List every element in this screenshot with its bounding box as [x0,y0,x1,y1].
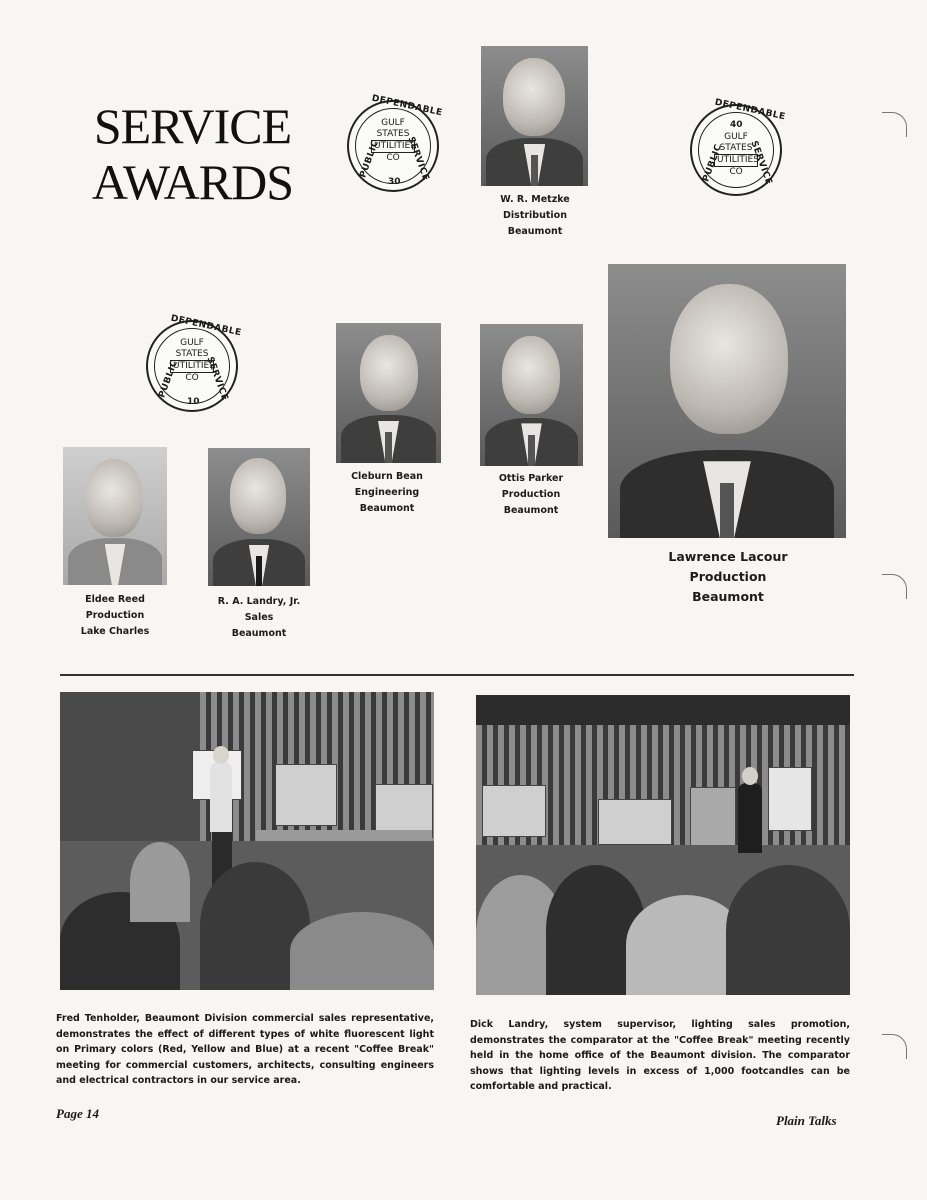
portrait-parker [480,324,583,466]
portrait-metzke [481,46,588,186]
person-department: Distribution [503,210,567,221]
caption-parker [466,471,596,519]
person-location: Lake Charles [80,626,150,637]
person-department: Sales [244,612,274,623]
caption-metzke [470,192,600,240]
portrait-reed [63,447,167,585]
seal-center: GULF STATES UTILITIES CO [371,118,415,164]
publication-name: Plain Talks [776,1113,837,1128]
seal-center: GULF STATES UTILITIES CO [170,338,214,384]
seal-years: 30 [388,177,401,187]
person-location: Beaumont [692,589,764,604]
seal-top-text: DEPENDABLE [370,93,444,119]
person-name: Eldee Reed [85,594,145,605]
binder-hole-mark [882,1034,907,1059]
seal-years: 40 [730,120,743,130]
person-location: Beaumont [231,628,287,639]
person-name: R. A. Landry, Jr. [217,596,301,607]
person-department: Production [689,569,767,584]
seal-right-text: SERVICE [405,135,431,183]
person-name: Ottis Parker [498,473,564,484]
caption-reed [50,592,180,640]
seal-right-text: SERVICE [748,139,774,187]
person-location: Beaumont [507,226,563,237]
title-line-1: SERVICE [93,98,292,154]
presenter [738,783,762,853]
comparator-box [598,799,672,845]
person-department: Production [501,489,561,500]
service-seal-10-years [146,313,243,412]
service-seal-40-years [690,97,787,196]
seal-right-text: SERVICE [204,355,230,403]
seal-years: 10 [187,397,200,407]
person-location: Beaumont [503,505,559,516]
photo-coffee-break-tenholder [60,692,434,990]
seal-center: GULF STATES UTILITIES CO [714,132,758,178]
seal-left-text: PUBLIC [157,358,181,400]
presenter [210,762,232,832]
binder-hole-mark [882,574,907,599]
title-line-2: AWARDS [91,154,294,210]
person-name: W. R. Metzke [500,194,570,205]
caption-left-photo: Fred Tenholder, Beaumont Division commercial sales representative, demonstrates the effect of different types of white fluorescent light on Primary colors (Red, Yellow and Blue) at a recent "Coffee Break" meeting for commercial customers, architects, consulting engineers and electrical contractors in our service area. [56,1013,434,1086]
page-title [70,100,315,208]
caption-bean [322,469,452,517]
caption-lacour [628,547,828,607]
page-number: Page 14 [56,1106,99,1121]
person-location: Beaumont [359,503,415,514]
portrait-lacour [608,264,846,538]
person-department: Engineering [354,487,420,498]
caption-right-photo: Dick Landry, system supervisor, lighting sales promotion, demonstrates the comparator at the "Coffee Break" meeting recently held in the home office of the Beaumont division. The comparator shows that lighting levels in excess of 1,000 footcandles can be comfortable and practical. [470,1019,850,1092]
seal-left-text: PUBLIC [358,138,382,180]
caption-landry [190,594,328,642]
color-demo-panel [275,764,337,826]
service-seal-30-years [347,93,444,192]
person-name: Lawrence Lacour [668,549,788,564]
person-name: Cleburn Bean [351,471,423,482]
section-divider [60,674,854,676]
photo-coffee-break-landry [476,695,850,995]
display-shelf [482,785,546,837]
portrait-bean [336,323,441,463]
seal-top-text: DEPENDABLE [169,313,243,339]
portrait-landry [208,448,310,586]
person-department: Production [85,610,145,621]
seal-left-text: PUBLIC [701,142,725,184]
lighting-chart [768,767,812,831]
binder-hole-mark [882,112,907,137]
seal-top-text: DEPENDABLE [713,97,787,123]
